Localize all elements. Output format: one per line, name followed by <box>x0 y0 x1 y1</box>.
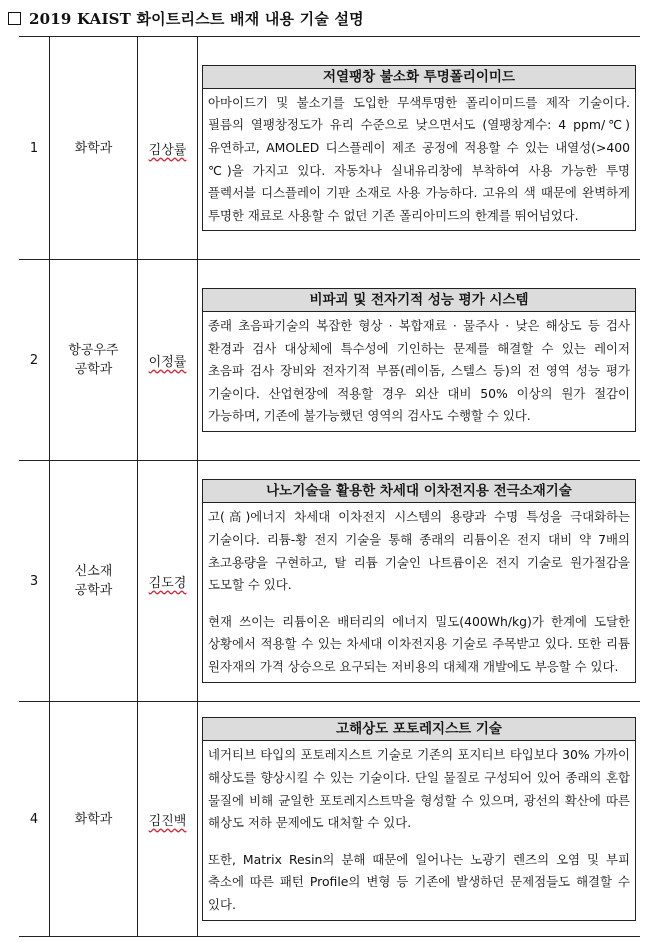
department-text: 항공우주 공학과 <box>68 343 119 377</box>
document-title-text: 2019 KAIST 화이트리스트 배재 내용 기술 설명 <box>29 10 364 28</box>
technology-heading: 고해상도 포토레지스트 기술 <box>203 718 635 741</box>
researcher-name-text: 김상률 <box>148 142 187 158</box>
technology-description <box>203 503 635 681</box>
description-paragraph: 네거티브 타입의 포토레지스트 기술로 기존의 포지티브 타입보다 30% 가까이 해상도를 향상시킬 수 있는 기술이다. 단일 물질로 구성되어 있어 종래의 혼합 물질에 비해 균일한 포토레지스트막을 형성할 수 있으며, 광선의 확산에 따른 해상도 저하 문제에도 대처할 수 있다. <box>208 747 630 831</box>
row-number: 2 <box>19 260 50 461</box>
table-row <box>19 461 640 702</box>
technology-heading: 나노기술을 활용한 차세대 이차전지용 전극소재기술 <box>203 480 635 503</box>
department-text: 화학과 <box>74 811 113 827</box>
document-title <box>8 6 364 32</box>
table-row <box>19 37 640 260</box>
researcher-name <box>138 37 198 260</box>
table-body <box>19 37 640 937</box>
researcher-name <box>138 702 198 937</box>
technology-box <box>202 479 636 682</box>
technology-cell <box>198 461 641 702</box>
technology-heading: 저열팽창 불소화 투명폴리이미드 <box>203 66 635 89</box>
technology-table <box>19 36 640 937</box>
department <box>50 461 138 702</box>
researcher-name <box>138 260 198 461</box>
checkbox-square-icon <box>8 12 21 25</box>
description-paragraph: 고(高)에너지 차세대 이차전지 시스템의 용량과 수명 특성을 극대화하는 기술이다. 리튬-황 전지 기술을 통해 종래의 리튬이온 전지 대비 약 7배의 초고용량을 구현하고, 탈 리튬 기술인 나트륨이온 전지 기술로 원가절감을 도모할 수 있다. <box>208 509 630 593</box>
technology-box <box>202 65 636 232</box>
technology-description <box>203 89 635 231</box>
researcher-name-text: 김도경 <box>148 575 187 591</box>
row-number: 3 <box>19 461 50 702</box>
researcher-name <box>138 461 198 702</box>
department <box>50 260 138 461</box>
technology-cell <box>198 260 641 461</box>
researcher-name-text: 김진백 <box>148 813 187 829</box>
table-row <box>19 260 640 461</box>
row-number: 4 <box>19 702 50 937</box>
description-paragraph: 현재 쓰이는 리튬이온 배터리의 에너지 밀도(400Wh/kg)가 한계에 도달한 상황에서 적용할 수 있는 차세대 이차전지용 기술로 주목받고 있다. 또한 리튬 원자재의 가격 상승으로 요구되는 저비용의 대체재 개발에도 부응할 수 있다. <box>208 613 630 674</box>
department-text: 신소재 공학과 <box>74 564 113 598</box>
department <box>50 702 138 937</box>
technology-box <box>202 288 636 432</box>
description-paragraph: 아마이드기 및 불소기를 도입한 무색투명한 폴리이미드를 제작 기술이다. 필름의 열팽창정도가 유리 수준으로 낮으면서도 (열팽창계수: 4 ppm/℃) 유연하고, AMOLED 디스플레이 제조 공정에 적용할 수 있는 내열성(>400 ℃)을 가지고 있다. 자동차나 실내유리창에 부착하여 사용 가능한 투명 플렉서블 디스플레이 기판 소재로 사용 가능하다. 고유의 색 때문에 완벽하게 투명한 재료로 사용할 수 없던 기존 폴리아미드의 한계를 뛰어넘었다. <box>208 94 630 223</box>
department-text: 화학과 <box>74 140 113 156</box>
table-row <box>19 702 640 937</box>
row-number: 1 <box>19 37 50 260</box>
technology-description <box>203 741 635 919</box>
technology-description <box>203 312 635 431</box>
researcher-name-text: 이정률 <box>148 354 187 370</box>
department <box>50 37 138 260</box>
technology-box <box>202 717 636 920</box>
description-paragraph: 종래 초음파기술의 복잡한 형상 · 복합재료 · 물주사 · 낮은 해상도 등 검사 환경과 검사 대상체에 특수성에 기인하는 문제를 해결할 수 있는 레이저 초음파 검사 장비와 전자기적 부품(레이돔, 스텔스 등)의 전 영역 성능 평가 기술이다. 산업현장에 적용할 경우 외산 대비 50% 이상의 원가 절감이 가능하며, 기존에 불가능했던 영역의 검사도 수행할 수 있다. <box>208 318 630 424</box>
technology-cell <box>198 37 641 260</box>
technology-cell <box>198 702 641 937</box>
technology-heading: 비파괴 및 전자기적 성능 평가 시스템 <box>203 289 635 312</box>
description-paragraph: 또한, Matrix Resin의 분해 때문에 일어나는 노광기 렌즈의 오염 및 부피 축소에 따른 패턴 Profile의 변형 등 기존에 발생하던 문제점들도 해결할 수 있다. <box>208 851 630 912</box>
